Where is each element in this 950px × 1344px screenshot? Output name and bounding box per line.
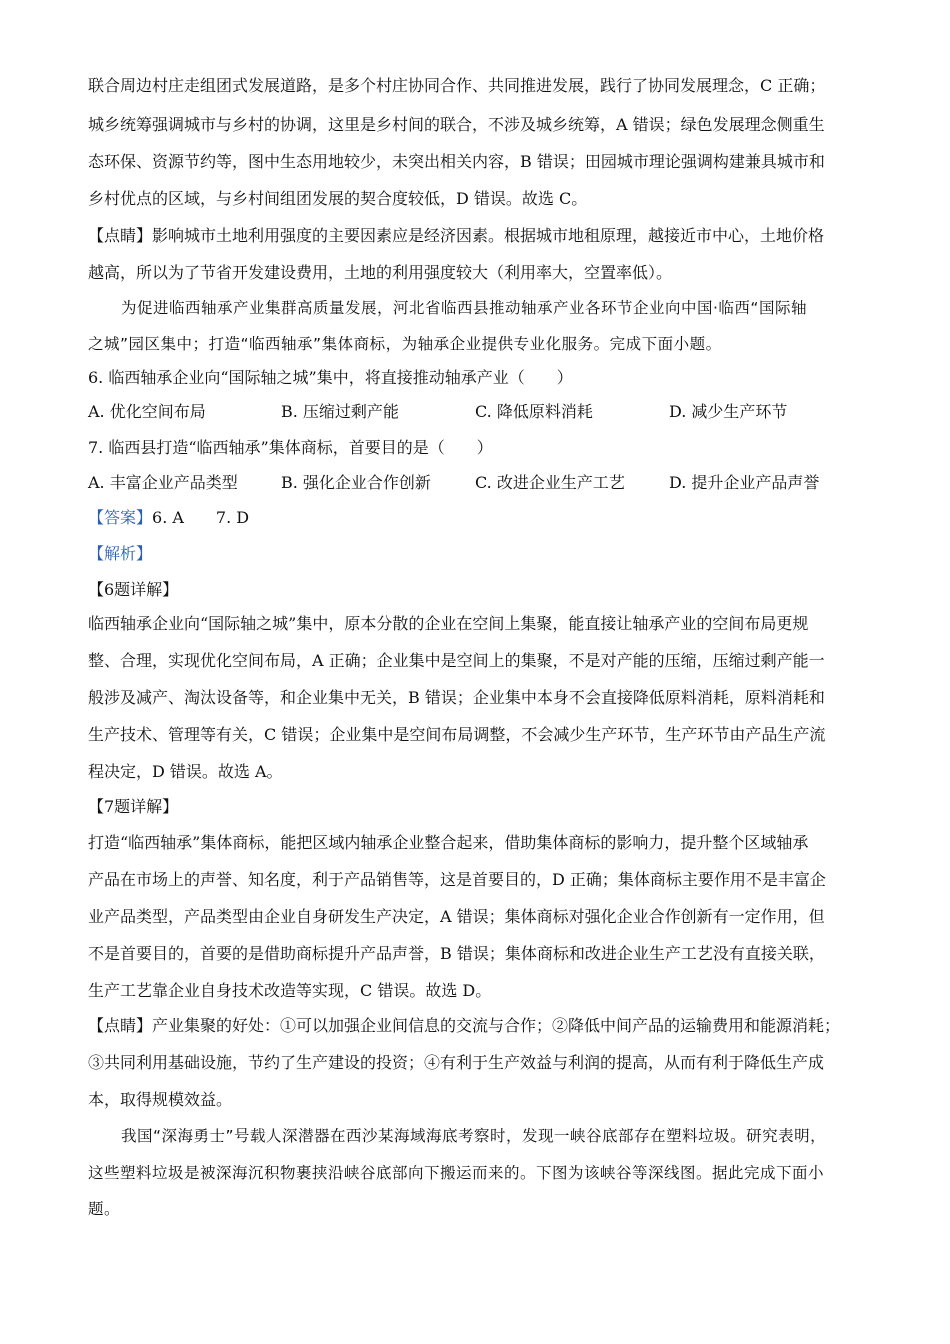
note-line: ③共同利用基础设施，节约了生产建设的投资；④有利于生产效益与利润的提高，从而有利于降低生产成 [88,1053,825,1072]
note-line: 【点睛】影响城市土地利用强度的主要因素应是经济因素。根据城市地租原理，越接近市中心，土地价格 [88,226,825,245]
text-line: 打造“临西轴承”集体商标，能把区域内轴承企业整合起来，借助集体商标的影响力，提升整个区域轴承 [88,833,809,852]
text-line: 生产工艺靠企业自身技术改造等实现，C 错误。故选 D。 [88,981,492,1000]
detail-6-label: 【6题详解】 [88,580,179,599]
text-line: 般涉及减产、淘汰设备等，和企业集中无关，B 错误；企业集中本身不会直接降低原料消耗，原料消耗和 [88,688,825,707]
intro-line: 我国“深海勇士”号载人深潜器在西沙某海域海底考察时，发现一峡谷底部存在塑料垃圾。研究表明， [121,1127,827,1145]
option-a: A. 丰富企业产品类型 [88,473,238,492]
answer-line [88,508,249,528]
option-c: C. 降低原料消耗 [475,402,593,421]
text-line: 产品在市场上的声誉、知名度，利于产品销售等，这是首要目的，D 正确；集体商标主要作用不是丰富企 [88,870,826,889]
option-d: D. 减少生产环节 [669,402,788,421]
analysis-label: 【解析】 [88,544,153,563]
option-a: A. 优化空间布局 [88,402,206,421]
intro-line: 为促进临西轴承产业集群高质量发展，河北省临西县推动轴承产业各环节企业向中国·临西“国际轴 [121,299,807,317]
text-line: 临西轴承企业向“国际轴之城”集中，原本分散的企业在空间上集聚，能直接让轴承产业的空间布局更规 [88,614,809,633]
option-d: D. 提升企业产品声誉 [669,473,820,492]
intro-line: 之城”园区集中；打造“临西轴承”集体商标，为轴承企业提供专业化服务。完成下面小题。 [88,335,722,353]
option-b: B. 强化企业合作创新 [281,473,431,492]
intro-line: 题。 [88,1200,121,1218]
text-line: 程决定，D 错误。故选 A。 [88,762,283,781]
text-line: 不是首要目的，首要的是借助商标提升产品声誉，B 错误；集体商标和改进企业生产工艺没有直接关联， [88,944,825,963]
text-line: 联合周边村庄走组团式发展道路，是多个村庄协同合作、共同推进发展，践行了协同发展理念，C 正确； [88,76,826,95]
question-6-stem: 6. 临西轴承企业向“国际轴之城”集中，将直接推动轴承产业（ ） [88,368,573,387]
intro-line: 这些塑料垃圾是被深海沉积物裹挟沿峡谷底部向下搬运而来的。下图为该峡谷等深线图。据此完成下面小 [88,1164,825,1182]
text-line: 乡村优点的区域，与乡村间组团发展的契合度较低，D 错误。故选 C。 [88,189,588,208]
text-line: 整、合理，实现优化空间布局，A 正确；企业集中是空间上的集聚，不是对产能的压缩，压缩过剩产能一 [88,651,825,670]
text-line: 生产技术、管理等有关，C 错误；企业集中是空间布局调整，不会减少生产环节，生产环节由产品生产流 [88,725,826,744]
text-line: 业产品类型，产品类型由企业自身研发生产决定，A 错误；集体商标对强化企业合作创新有一定作用，但 [88,907,825,926]
option-b: B. 压缩过剩产能 [281,402,399,421]
detail-7-label: 【7题详解】 [88,797,179,816]
text-line: 城乡统筹强调城市与乡村的协调，这里是乡村间的联合，不涉及城乡统筹，A 错误；绿色发展理念侧重生 [88,115,825,134]
answer-text: 6. A 7. D [152,508,250,527]
option-c: C. 改进企业生产工艺 [475,473,625,492]
note-line: 【点睛】产业集聚的好处：①可以加强企业间信息的交流与合作；②降低中间产品的运输费用和能源消耗； [88,1016,841,1035]
note-line: 越高，所以为了节省开发建设费用，土地的利用强度较大（利用率大，空置率低）。 [88,263,673,282]
text-line: 态环保、资源节约等，图中生态用地较少，未突出相关内容，B 错误；田园城市理论强调构建兼具城市和 [88,152,825,171]
question-7-stem: 7. 临西县打造“临西轴承”集体商标，首要目的是（ ） [88,438,493,457]
answer-label: 【答案】 [88,508,153,527]
note-line: 本，取得规模效益。 [88,1090,233,1109]
